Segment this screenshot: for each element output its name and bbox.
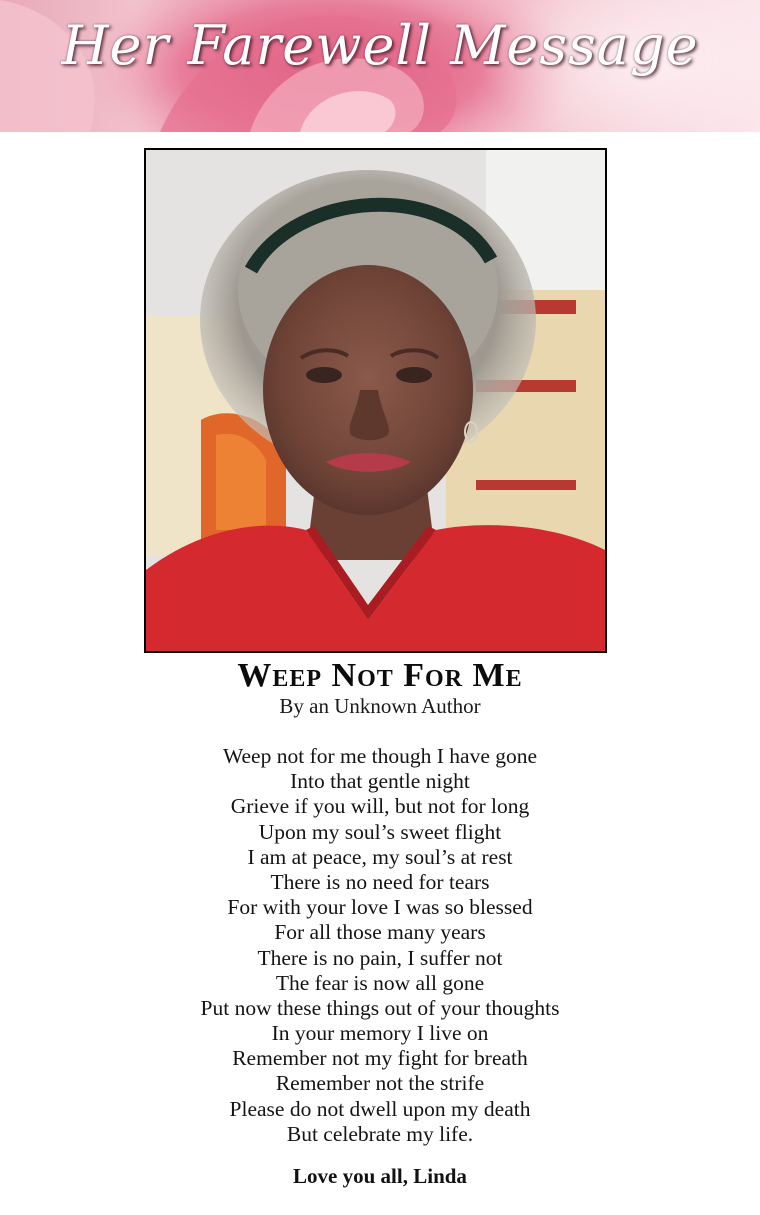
- poem-line: Remember not my fight for breath: [232, 1046, 528, 1071]
- poem-line: Put now these things out of your thoughts: [200, 995, 560, 1020]
- poem-line: Remember not the strife: [275, 1071, 485, 1096]
- poem-line: In your memory I live on: [271, 1021, 489, 1046]
- poem-line: I am at peace, my soul’s at rest: [247, 844, 513, 869]
- poem-line: There is no need for tears: [270, 869, 490, 894]
- banner-title: Her Farewell Message: [61, 14, 699, 77]
- poem-line: Please do not dwell upon my death: [229, 1096, 531, 1121]
- poem-body: [0, 744, 760, 1147]
- signoff: Love you all, Linda: [293, 1164, 467, 1188]
- header-banner: [0, 0, 760, 132]
- portrait-photo: [144, 148, 607, 653]
- poem-author-line: By an Unknown Author: [279, 694, 481, 718]
- portrait-illustration: [146, 150, 605, 651]
- poem-line: Upon my soul’s sweet flight: [258, 819, 502, 844]
- poem-line: For with your love I was so blessed: [227, 895, 533, 920]
- poem-line: There is no pain, I suffer not: [257, 945, 503, 970]
- poem-line: Into that gentle night: [290, 769, 470, 794]
- poem-title: Weep Not For Me: [237, 657, 523, 694]
- poem-line: The fear is now all gone: [275, 970, 485, 995]
- poem-line: Grieve if you will, but not for long: [230, 794, 530, 819]
- poem-line: But celebrate my life.: [286, 1121, 474, 1146]
- poem-line: Weep not for me though I have gone: [222, 744, 538, 768]
- poem-line: For all those many years: [274, 920, 486, 945]
